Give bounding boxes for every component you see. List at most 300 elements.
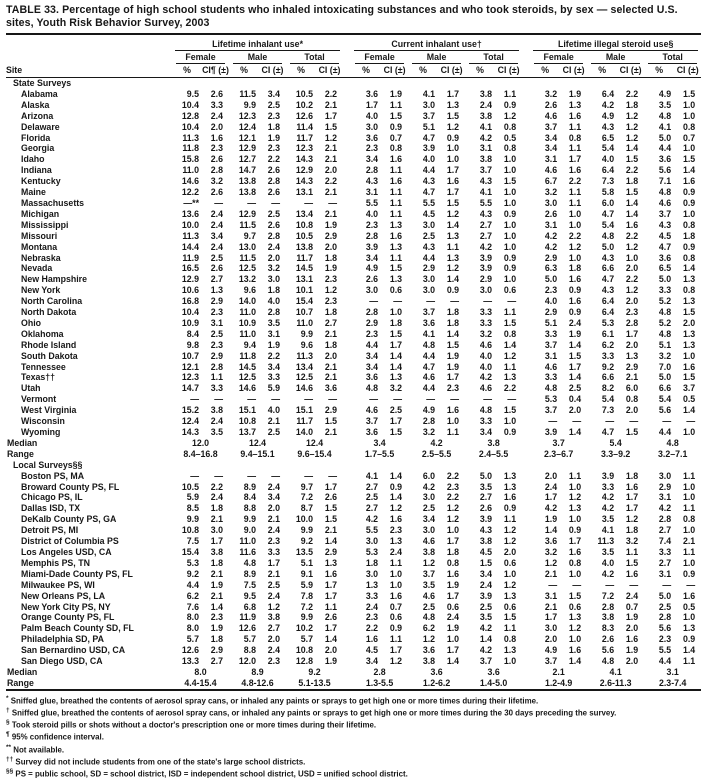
percent-cell: 3.7 [365, 416, 379, 427]
percent-cell: 6.6 [601, 263, 615, 274]
ci-cell: 1.4 [625, 208, 639, 219]
site-cell: Dallas ISD, TX [21, 503, 81, 514]
summary-cell: 3.6 [487, 666, 500, 677]
percent-cell: 13.8 [295, 241, 313, 252]
ci-cell: 1.2 [446, 263, 460, 274]
table-row [6, 285, 701, 296]
column-gap [343, 372, 351, 383]
ci-cell: 1.3 [568, 503, 582, 514]
ci-cell: 1.7 [446, 88, 460, 99]
percent-header: % [644, 64, 674, 78]
percent-cell: 3.4 [365, 656, 379, 667]
percent-cell: 3.5 [601, 514, 615, 525]
percent-cell: 9.2 [186, 568, 199, 579]
percent-cell: 10.9 [181, 317, 199, 328]
ci-cell: 2.4 [267, 590, 280, 601]
percent-cell: 4.8 [658, 307, 672, 318]
site-cell: DeKalb County PS, GA [21, 514, 117, 525]
column-gap [343, 274, 351, 285]
percent-cell: 7.2 [300, 492, 313, 503]
ci-cell: 1.7 [324, 579, 338, 590]
percent-cell: 5.9 [186, 492, 199, 503]
ci-cell: 3.1 [267, 328, 280, 339]
ci-cell: 3.5 [267, 317, 280, 328]
percent-cell: 11.7 [296, 132, 313, 143]
ci-cell: 1.0 [503, 274, 517, 285]
site-cell: Arizona [21, 110, 54, 121]
ci-cell: 1.5 [568, 590, 582, 601]
percent-cell: 11.8 [182, 143, 199, 154]
percent-cell: 5.1 [544, 317, 558, 328]
ci-cell: 1.5 [625, 427, 639, 437]
ci-cell: 1.0 [682, 427, 696, 437]
column-gap [343, 231, 351, 242]
ci-cell: 1.4 [503, 339, 517, 350]
table-row [6, 111, 701, 122]
ci-cell: 1.1 [389, 197, 403, 208]
percent-cell: 10.5 [295, 88, 313, 99]
table-row [6, 372, 701, 383]
percent-cell: 10.7 [295, 307, 313, 318]
percent-cell: 5.2 [658, 317, 672, 328]
percent-cell: 13.4 [295, 208, 313, 219]
ci-cell: 2.1 [324, 154, 338, 165]
ci-cell: 1.0 [682, 612, 696, 623]
percent-cell: 1.5 [479, 557, 493, 568]
ci-cell: 1.3 [503, 470, 517, 481]
ci-cell: 1.1 [210, 372, 223, 383]
section-header-row [6, 460, 701, 471]
site-cell: Detroit PS, MI [21, 525, 79, 536]
percent-cell: 4.0 [365, 208, 379, 219]
percent-cell: 12.5 [238, 372, 256, 383]
ci-cell: 2.4 [267, 645, 280, 656]
ci-cell: 1.0 [503, 230, 517, 241]
percent-cell: 5.3 [601, 317, 615, 328]
ci-cell: 1.4 [446, 219, 460, 230]
ci-cell: 2.3 [210, 307, 223, 318]
percent-cell: 13.8 [238, 187, 256, 198]
percent-cell: 4.6 [479, 339, 493, 350]
ci-cell: 0.9 [503, 503, 517, 514]
column-gap [343, 362, 351, 373]
column-gap [343, 514, 351, 525]
ci-cell: 2.2 [267, 350, 280, 361]
ci-cell: 2.6 [324, 492, 338, 503]
percent-cell: 3.7 [544, 121, 558, 132]
percent-cell: 4.6 [544, 361, 558, 372]
ci-cell: 1.3 [210, 285, 223, 296]
table-row [6, 100, 701, 111]
section-label: Local Surveys§§ [13, 459, 83, 470]
ci-cell: 1.2 [625, 121, 639, 132]
ci-cell: 1.0 [568, 208, 582, 219]
column-gap [343, 100, 351, 111]
ci-cell: 1.5 [324, 121, 338, 132]
percent-cell: — [190, 394, 199, 405]
column-gap [522, 645, 530, 656]
ci-cell: 0.7 [389, 132, 403, 143]
percent-cell: 2.0 [544, 470, 558, 481]
ci-cell: 1.4 [389, 470, 403, 481]
percent-cell: 8.9 [243, 568, 256, 579]
column-gap [522, 591, 530, 602]
percent-cell: 3.5 [601, 546, 615, 557]
percent-cell: 2.8 [365, 165, 379, 176]
column-gap [343, 329, 351, 340]
summary-cell: 2.4–5.5 [478, 448, 509, 459]
percent-cell: 3.9 [544, 427, 558, 437]
summary-label: Median [7, 666, 38, 677]
ci-cell: 1.6 [625, 219, 639, 230]
ci-cell: 2.3 [210, 339, 223, 350]
percent-header: % [587, 64, 617, 78]
percent-cell: 2.9 [544, 252, 558, 263]
percent-cell: 3.4 [479, 427, 493, 437]
site-cell: Vermont [21, 394, 57, 405]
site-cell: Delaware [21, 121, 60, 132]
ci-cell: 3.2 [389, 383, 403, 394]
percent-cell: 4.4 [422, 252, 436, 263]
percent-cell: 3.7 [544, 405, 558, 416]
ci-cell: — [572, 416, 582, 427]
ci-cell: 1.3 [503, 481, 517, 492]
ci-cell: 2.3 [210, 612, 223, 623]
percent-cell: — [426, 296, 436, 307]
site-cell: Broward County PS, FL [21, 481, 120, 492]
percent-cell: 9.2 [300, 536, 313, 547]
ci-cell: — [507, 296, 517, 307]
percent-cell: 3.2 [479, 328, 493, 339]
ci-cell: 1.9 [210, 623, 223, 634]
table-row [6, 154, 701, 165]
column-gap [522, 514, 530, 525]
column-gap [522, 372, 530, 383]
table-row [6, 536, 701, 547]
percent-cell: 6.2 [422, 623, 436, 634]
percent-cell: 1.2 [544, 557, 558, 568]
column-gap [522, 165, 530, 176]
table-row [6, 580, 701, 591]
site-cell: Wyoming [21, 427, 61, 437]
footnote-symbol: * [6, 694, 9, 702]
ci-cell: 2.5 [210, 252, 223, 263]
ci-cell: 1.8 [625, 525, 639, 536]
ci-cell: 2.7 [324, 317, 338, 328]
percent-cell: 11.3 [296, 350, 313, 361]
ci-cell: 2.1 [324, 328, 338, 339]
sex-header-row [6, 51, 701, 64]
ci-cell: 0.9 [389, 623, 403, 634]
ci-cell: 1.8 [267, 121, 280, 132]
ci-header: CI (±) [381, 64, 408, 78]
percent-cell: 2.9 [422, 263, 436, 274]
percent-cell: 4.2 [601, 568, 615, 579]
ci-cell: 2.0 [267, 503, 280, 514]
percent-cell: 10.2 [295, 623, 313, 634]
column-gap [522, 143, 530, 154]
ci-cell: 2.5 [267, 579, 280, 590]
ci-cell: 2.1 [324, 525, 338, 536]
ci-header: CI (±) [495, 64, 522, 78]
percent-cell: 4.2 [479, 645, 493, 656]
percent-cell: 13.7 [238, 427, 256, 437]
percent-cell: 1.3 [365, 579, 379, 590]
summary-cell: 5.4 [609, 437, 622, 448]
ci-cell: 1.7 [568, 154, 582, 165]
column-gap [343, 263, 351, 274]
percent-cell: 3.9 [479, 514, 493, 525]
column-gap [522, 285, 530, 296]
percent-cell: 12.9 [295, 165, 313, 176]
column-gap [522, 449, 530, 460]
ci-cell: 2.3 [267, 536, 280, 547]
percent-cell: 11.0 [239, 307, 256, 318]
ci-cell: 0.8 [625, 394, 639, 405]
ci-cell: 1.3 [682, 296, 696, 307]
percent-cell: 2.3 [658, 634, 672, 645]
ci-header: CI (±) [316, 64, 343, 78]
percent-cell: 2.8 [658, 514, 672, 525]
ci-cell: 1.2 [446, 208, 460, 219]
percent-cell: 3.9 [365, 241, 379, 252]
ci-cell: 1.9 [267, 339, 280, 350]
ci-cell: 2.0 [568, 405, 582, 416]
site-cell: Texas†† [21, 372, 56, 383]
ci-cell: 2.4 [267, 481, 280, 492]
table-row [6, 329, 701, 340]
percent-cell: 4.3 [479, 176, 493, 187]
percent-cell: 3.1 [544, 219, 558, 230]
column-gap [343, 536, 351, 547]
site-cell: Orange County PS, FL [21, 612, 115, 623]
site-cell: Florida [21, 132, 51, 143]
ci-cell: 2.1 [210, 514, 223, 525]
ci-cell: 2.5 [267, 208, 280, 219]
ci-cell: 2.9 [210, 350, 223, 361]
percent-cell: 9.9 [243, 514, 256, 525]
summary-cell: 2.6-11.3 [599, 677, 632, 688]
ci-cell: 0.6 [568, 601, 582, 612]
ci-cell: 2.2 [625, 274, 639, 285]
ci-cell: 2.0 [324, 241, 338, 252]
percent-cell: 11.9 [182, 252, 199, 263]
percent-cell: 10.9 [238, 317, 256, 328]
percent-cell: 4.9 [601, 110, 615, 121]
ci-cell: 1.3 [682, 328, 696, 339]
site-cell: San Diego USD, CA [21, 656, 103, 667]
ci-cell: 2.4 [210, 241, 223, 252]
ci-cell: 1.9 [568, 328, 582, 339]
summary-cell: 12.4 [305, 437, 324, 448]
ci-cell: 1.7 [446, 165, 460, 176]
percent-cell: 5.3 [544, 394, 558, 405]
ci-cell: 1.5 [682, 154, 696, 165]
column-gap [522, 220, 530, 231]
percent-cell: 4.6 [422, 536, 436, 547]
percent-cell: 1.2 [422, 557, 436, 568]
site-cell: Ohio [21, 317, 42, 328]
ci-header: CI (±) [259, 64, 286, 78]
ci-cell: 1.9 [625, 612, 639, 623]
column-gap [522, 307, 530, 318]
table-row [6, 89, 701, 100]
percent-cell: 12.7 [238, 154, 256, 165]
percent-cell: 14.5 [295, 263, 313, 274]
table-row [6, 176, 701, 187]
percent-cell: 12.6 [238, 623, 256, 634]
column-gap [522, 111, 530, 122]
ci-cell: 2.4 [210, 492, 223, 503]
footnotes-block [6, 694, 700, 779]
summary-cell: 5.1-13.5 [298, 677, 331, 688]
ci-cell: 1.2 [503, 350, 517, 361]
table-row [6, 591, 701, 602]
ci-cell: 3.8 [210, 546, 223, 557]
ci-cell: 1.2 [625, 110, 639, 121]
column-gap [522, 274, 530, 285]
percent-cell: 4.6 [544, 110, 558, 121]
site-cell: New Hampshire [21, 274, 87, 285]
percent-cell: 5.2 [658, 296, 672, 307]
percent-cell: 7.3 [601, 176, 615, 187]
percent-cell: 3.1 [479, 143, 493, 154]
column-gap [522, 133, 530, 144]
percent-cell: — [247, 470, 256, 481]
ci-cell: 1.0 [682, 481, 696, 492]
ci-cell: 1.1 [503, 514, 517, 525]
percent-cell: 3.2 [544, 187, 558, 198]
column-gap [343, 580, 351, 591]
column-gap [343, 547, 351, 558]
percent-cell: 10.0 [295, 514, 313, 525]
percent-cell: 5.0 [601, 241, 615, 252]
ci-cell: 1.8 [210, 634, 223, 645]
ci-cell: 1.4 [210, 601, 223, 612]
percent-cell: 14.7 [181, 383, 199, 394]
percent-cell: 3.6 [422, 645, 436, 656]
percent-cell: 3.6 [658, 252, 672, 263]
percent-cell: 4.6 [479, 383, 493, 394]
ci-cell: 0.6 [389, 285, 403, 296]
percent-cell: 4.0 [422, 154, 436, 165]
ci-cell: 1.4 [682, 165, 696, 176]
percent-cell: 12.6 [181, 645, 199, 656]
ci-cell: 2.4 [210, 416, 223, 427]
ci-cell: 1.6 [389, 590, 403, 601]
site-cell: Alabama [21, 88, 58, 99]
summary-cell: 1.3-5.5 [365, 677, 394, 688]
ci-header: CI (±) [560, 64, 587, 78]
ci-cell: 1.0 [389, 579, 403, 590]
ci-cell: 0.9 [568, 285, 582, 296]
percent-cell: 8.3 [601, 623, 615, 634]
table-body [6, 78, 701, 690]
ci-cell: 2.0 [625, 656, 639, 667]
ci-cell: 0.8 [503, 634, 517, 645]
percent-cell: 5.4 [601, 143, 615, 154]
percent-cell: 3.8 [601, 612, 615, 623]
ci-cell: 1.8 [625, 99, 639, 110]
site-cell: Wisconsin [21, 416, 65, 427]
ci-cell: 2.9 [324, 546, 338, 557]
ci-cell: 1.1 [503, 361, 517, 372]
ci-cell: 1.5 [389, 427, 403, 437]
percent-cell: 4.8 [601, 230, 615, 241]
ci-cell: 2.1 [324, 99, 338, 110]
ci-cell: — [271, 470, 280, 481]
percent-cell: 3.3 [601, 350, 615, 361]
column-gap [343, 253, 351, 264]
percent-cell: 11.3 [182, 230, 199, 241]
ci-header: CI (±) [617, 64, 644, 78]
ci-cell: 0.9 [503, 99, 517, 110]
sex-label-total: Total [469, 51, 518, 64]
ci-cell: 1.6 [625, 481, 639, 492]
ci-cell: 3.6 [324, 383, 338, 394]
percent-cell: 3.5 [422, 579, 436, 590]
percent-cell: 3.6 [365, 132, 379, 143]
ci-cell: 1.5 [682, 307, 696, 318]
ci-cell: 0.6 [503, 557, 517, 568]
percent-cell: 1.7 [544, 612, 558, 623]
percent-cell: 3.3 [601, 481, 615, 492]
ci-cell: 1.4 [389, 350, 403, 361]
ci-cell: 1.4 [389, 361, 403, 372]
ci-cell: 2.9 [210, 296, 223, 307]
percent-cell: 2.9 [365, 317, 379, 328]
column-gap [522, 547, 530, 558]
table-title: TABLE 33. Percentage of high school students who inhaled intoxicating substances and who took steroids, by sex — selected U.S. sites, Youth Risk Behavior Survey, 2003 [6, 4, 678, 29]
ci-cell: — [328, 470, 338, 481]
ci-cell: — [328, 197, 338, 208]
column-gap [522, 438, 530, 449]
ci-cell: 1.1 [568, 197, 582, 208]
site-cell: West Virginia [21, 405, 77, 416]
ci-cell: 2.6 [267, 219, 280, 230]
percent-cell: 9.4 [243, 339, 256, 350]
ci-cell: 1.1 [503, 623, 517, 634]
sex-label-male: Male [591, 51, 640, 64]
ci-cell: 1.4 [682, 645, 696, 656]
summary-cell: 4.8 [666, 437, 679, 448]
ci-cell: 2.2 [324, 88, 338, 99]
percent-cell: 4.4 [365, 339, 379, 350]
table-row [6, 220, 701, 231]
percent-cell: 9.7 [300, 481, 313, 492]
percent-cell: 13.8 [238, 176, 256, 187]
ci-cell: 1.7 [446, 187, 460, 198]
percent-cell: 5.0 [658, 590, 672, 601]
ci-cell: 2.4 [267, 241, 280, 252]
summary-cell: 2.3-7.4 [658, 677, 687, 688]
ci-cell: 1.9 [324, 263, 338, 274]
ci-cell: 1.4 [625, 143, 639, 154]
percent-cell: 11.8 [239, 350, 256, 361]
ci-cell: — [450, 394, 460, 405]
percent-cell: 3.3 [658, 546, 672, 557]
ci-cell: 1.5 [503, 176, 517, 187]
percent-cell: 7.2 [300, 601, 313, 612]
ci-cell: 1.3 [682, 339, 696, 350]
summary-cell: 9.2 [308, 666, 321, 677]
percent-cell: 4.2 [544, 230, 558, 241]
percent-cell: 4.1 [479, 187, 493, 198]
ci-cell: 2.1 [324, 361, 338, 372]
column-gap [343, 656, 351, 667]
column-gap [343, 296, 351, 307]
ci-cell: 2.0 [625, 263, 639, 274]
